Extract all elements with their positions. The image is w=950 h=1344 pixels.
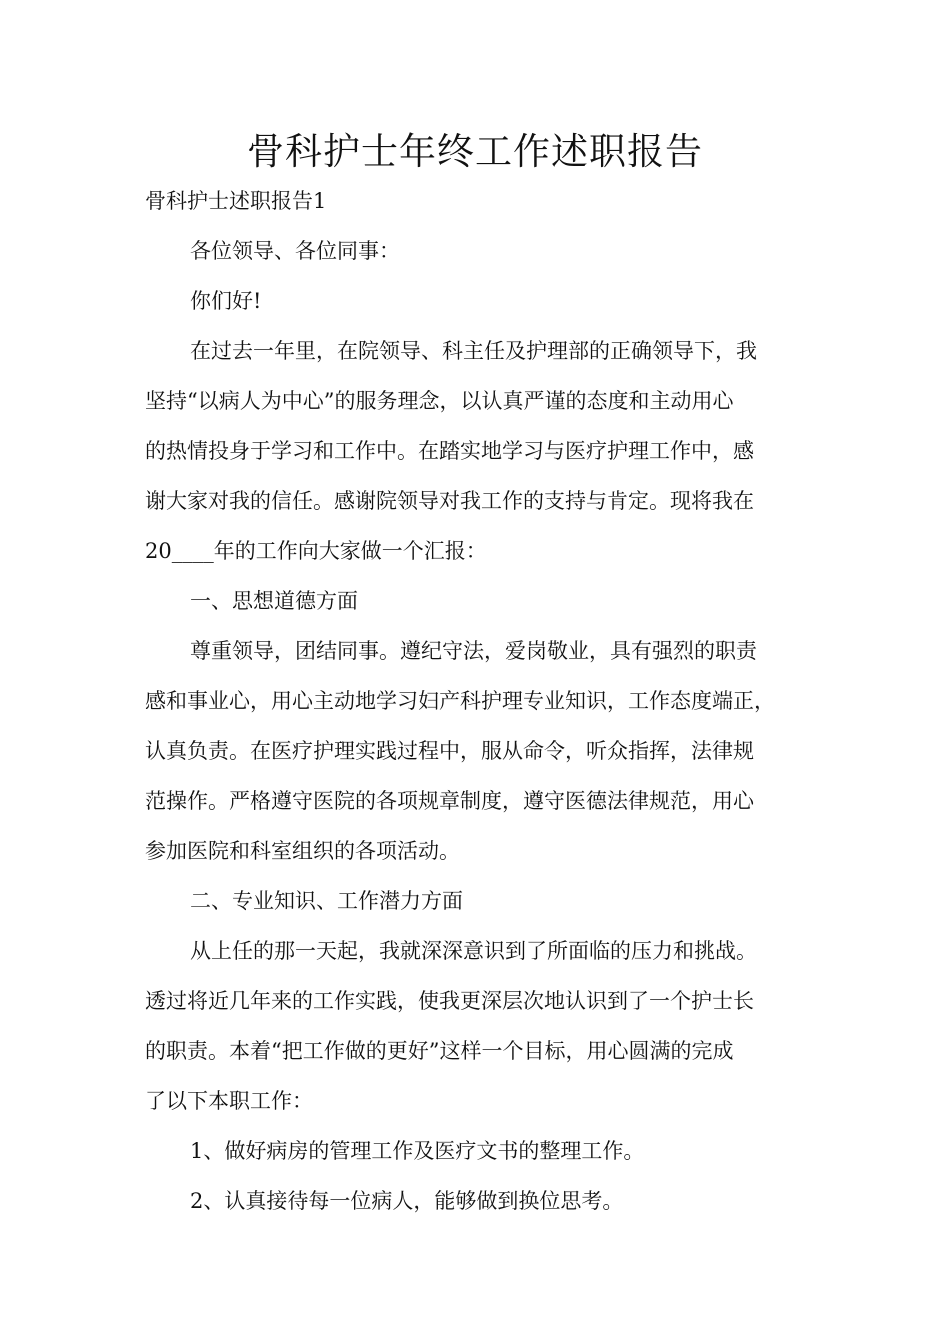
paragraph-line: 坚持“以病人为中心”的服务理念，以认真严谨的态度和主动用心: [145, 389, 734, 413]
greeting-line: 你们好!: [190, 289, 262, 313]
paragraph-line: 认真负责。在医疗护理实践过程中，服从命令，听众指挥，法律规: [145, 739, 754, 763]
paragraph-line: 感和事业心，用心主动地学习妇产科护理专业知识，工作态度端正，: [145, 689, 775, 713]
section-heading: 骨科护士述职报告1: [145, 189, 327, 213]
paragraph-line: 的职责。本着“把工作做的更好”这样一个目标，用心圆满的完成: [145, 1039, 734, 1063]
paragraph-line: 20____年的工作向大家做一个汇报：: [145, 539, 487, 563]
paragraph-line: 参加医院和科室组织的各项活动。: [145, 839, 460, 863]
paragraph-line: 谢大家对我的信任。感谢院领导对我工作的支持与肯定。现将我在: [145, 489, 754, 513]
paragraph-line: 了以下本职工作：: [145, 1089, 313, 1113]
paragraph-line: 在过去一年里，在院领导、科主任及护理部的正确领导下，我: [190, 339, 757, 363]
section-heading: 一、思想道德方面: [190, 589, 358, 613]
paragraph-line: 透过将近几年来的工作实践，使我更深层次地认识到了一个护士长: [145, 989, 754, 1013]
paragraph-line: 的热情投身于学习和工作中。在踏实地学习与医疗护理工作中，感: [145, 439, 754, 463]
greeting-line: 各位领导、各位同事：: [190, 239, 400, 263]
list-item: 1、做好病房的管理工作及医疗文书的整理工作。: [190, 1139, 645, 1163]
paragraph-line: 从上任的那一天起，我就深深意识到了所面临的压力和挑战。: [190, 939, 757, 963]
section-heading: 二、专业知识、工作潜力方面: [190, 889, 463, 913]
paragraph-line: 范操作。严格遵守医院的各项规章制度，遵守医德法律规范，用心: [145, 789, 754, 813]
paragraph-line: 尊重领导，团结同事。遵纪守法，爱岗敬业，具有强烈的职责: [190, 639, 757, 663]
document-title: 骨科护士年终工作述职报告: [247, 130, 703, 173]
list-item: 2、认真接待每一位病人，能够做到换位思考。: [190, 1189, 624, 1213]
